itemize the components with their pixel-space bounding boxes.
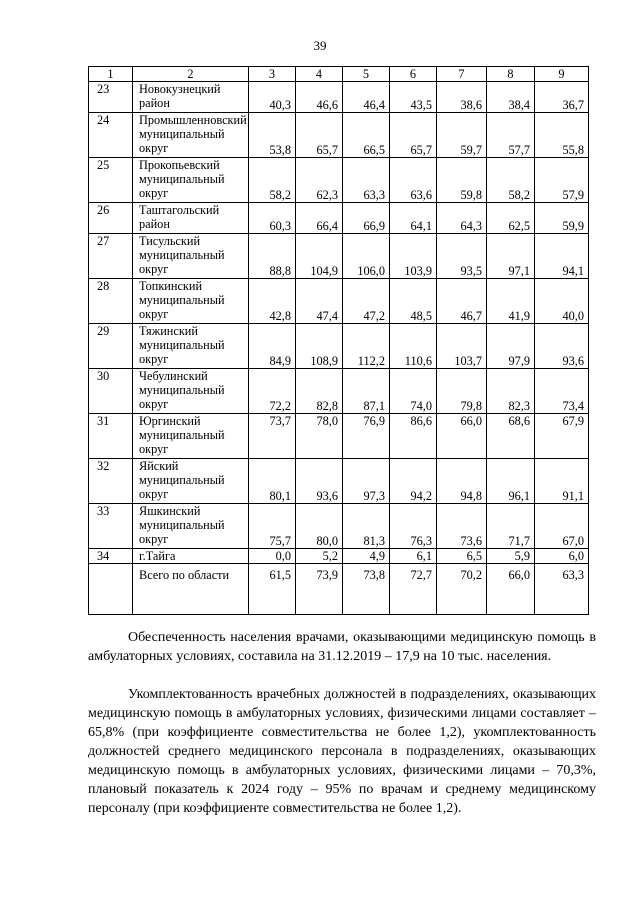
value-cell: 94,1	[535, 234, 589, 279]
table-row	[89, 113, 589, 158]
table-row	[89, 459, 589, 504]
row-number: 24	[89, 113, 133, 158]
table-row	[89, 549, 589, 564]
value-cell: 38,6	[437, 82, 487, 113]
table-row	[89, 203, 589, 234]
total-value-cell: 73,8	[343, 564, 390, 615]
table-row	[89, 279, 589, 324]
value-cell: 42,8	[249, 279, 296, 324]
value-cell: 0,0	[249, 549, 296, 564]
territory-name: Тисульский муниципальный округ	[133, 234, 249, 279]
value-cell: 73,7	[249, 414, 296, 459]
page-number: 39	[313, 38, 327, 53]
column-header: 7	[437, 67, 487, 82]
value-cell: 41,9	[487, 279, 535, 324]
table-row	[89, 324, 589, 369]
value-cell: 76,3	[390, 504, 437, 549]
value-cell: 97,1	[487, 234, 535, 279]
value-cell: 67,9	[535, 414, 589, 459]
value-cell: 80,1	[249, 459, 296, 504]
column-header: 9	[535, 67, 589, 82]
row-number: 33	[89, 504, 133, 549]
value-cell: 94,2	[390, 459, 437, 504]
value-cell: 74,0	[390, 369, 437, 414]
value-cell: 40,0	[535, 279, 589, 324]
table-row	[89, 504, 589, 549]
value-cell: 6,0	[535, 549, 589, 564]
value-cell: 93,5	[437, 234, 487, 279]
value-cell: 72,2	[249, 369, 296, 414]
value-cell: 106,0	[343, 234, 390, 279]
value-cell: 43,5	[390, 82, 437, 113]
value-cell: 103,7	[437, 324, 487, 369]
value-cell: 71,7	[487, 504, 535, 549]
value-cell: 38,4	[487, 82, 535, 113]
value-cell: 82,3	[487, 369, 535, 414]
paragraph-doctors-provision: Обеспеченность населения врачами, оказывающими медицинскую помощь в амбулаторных условиях, составила на 31.12.2019 – 17,9 на 10 тыс. населения.	[88, 630, 596, 664]
value-cell: 78,0	[296, 414, 343, 459]
value-cell: 97,9	[487, 324, 535, 369]
territory-name: г.Тайга	[133, 549, 249, 564]
total-value-cell: 63,3	[535, 564, 589, 615]
value-cell: 58,2	[249, 158, 296, 203]
value-cell: 63,3	[343, 158, 390, 203]
value-cell: 94,8	[437, 459, 487, 504]
total-value-cell: 66,0	[487, 564, 535, 615]
value-cell: 91,1	[535, 459, 589, 504]
table-row	[89, 414, 589, 459]
row-number: 32	[89, 459, 133, 504]
value-cell: 62,3	[296, 158, 343, 203]
row-number-empty	[89, 564, 133, 615]
column-header: 1	[89, 67, 133, 82]
value-cell: 84,9	[249, 324, 296, 369]
value-cell: 46,7	[437, 279, 487, 324]
value-cell: 108,9	[296, 324, 343, 369]
territory-name: Топкинский муниципальный округ	[133, 279, 249, 324]
row-number: 25	[89, 158, 133, 203]
value-cell: 62,5	[487, 203, 535, 234]
value-cell: 66,5	[343, 113, 390, 158]
value-cell: 112,2	[343, 324, 390, 369]
value-cell: 55,8	[535, 113, 589, 158]
table-total-row	[89, 564, 589, 615]
value-cell: 66,4	[296, 203, 343, 234]
value-cell: 65,7	[296, 113, 343, 158]
value-cell: 86,6	[390, 414, 437, 459]
value-cell: 5,2	[296, 549, 343, 564]
value-cell: 73,6	[437, 504, 487, 549]
column-header: 8	[487, 67, 535, 82]
value-cell: 110,6	[390, 324, 437, 369]
table-row	[89, 369, 589, 414]
value-cell: 59,9	[535, 203, 589, 234]
table-row	[89, 158, 589, 203]
statistics-table	[88, 66, 589, 615]
total-value-cell: 70,2	[437, 564, 487, 615]
value-cell: 88,8	[249, 234, 296, 279]
value-cell: 104,9	[296, 234, 343, 279]
row-number: 26	[89, 203, 133, 234]
value-cell: 59,8	[437, 158, 487, 203]
column-header: 6	[390, 67, 437, 82]
column-header: 5	[343, 67, 390, 82]
value-cell: 65,7	[390, 113, 437, 158]
territory-name: Яйский муниципальный округ	[133, 459, 249, 504]
value-cell: 66,9	[343, 203, 390, 234]
row-number: 28	[89, 279, 133, 324]
value-cell: 40,3	[249, 82, 296, 113]
row-number: 27	[89, 234, 133, 279]
territory-name: Тяжинский муниципальный округ	[133, 324, 249, 369]
value-cell: 46,4	[343, 82, 390, 113]
value-cell: 87,1	[343, 369, 390, 414]
value-cell: 66,0	[437, 414, 487, 459]
value-cell: 36,7	[535, 82, 589, 113]
value-cell: 81,3	[343, 504, 390, 549]
value-cell: 93,6	[296, 459, 343, 504]
value-cell: 58,2	[487, 158, 535, 203]
territory-name: Юргинский муниципальный округ	[133, 414, 249, 459]
value-cell: 4,9	[343, 549, 390, 564]
value-cell: 80,0	[296, 504, 343, 549]
value-cell: 63,6	[390, 158, 437, 203]
column-header: 4	[296, 67, 343, 82]
value-cell: 97,3	[343, 459, 390, 504]
total-value-cell: 72,7	[390, 564, 437, 615]
column-header: 3	[249, 67, 296, 82]
value-cell: 47,4	[296, 279, 343, 324]
value-cell: 96,1	[487, 459, 535, 504]
value-cell: 79,8	[437, 369, 487, 414]
value-cell: 5,9	[487, 549, 535, 564]
value-cell: 6,1	[390, 549, 437, 564]
territory-name: Промышленновский муниципальный округ	[133, 113, 249, 158]
value-cell: 75,7	[249, 504, 296, 549]
total-value-cell: 73,9	[296, 564, 343, 615]
row-number: 29	[89, 324, 133, 369]
territory-name: Новокузнецкий район	[133, 82, 249, 113]
value-cell: 68,6	[487, 414, 535, 459]
value-cell: 67,0	[535, 504, 589, 549]
value-cell: 93,6	[535, 324, 589, 369]
row-number: 34	[89, 549, 133, 564]
value-cell: 82,8	[296, 369, 343, 414]
value-cell: 76,9	[343, 414, 390, 459]
value-cell: 57,7	[487, 113, 535, 158]
table-header-row	[89, 67, 589, 82]
value-cell: 57,9	[535, 158, 589, 203]
value-cell: 59,7	[437, 113, 487, 158]
value-cell: 64,1	[390, 203, 437, 234]
value-cell: 73,4	[535, 369, 589, 414]
value-cell: 6,5	[437, 549, 487, 564]
row-number: 23	[89, 82, 133, 113]
row-number: 31	[89, 414, 133, 459]
territory-name: Таштагольский район	[133, 203, 249, 234]
value-cell: 64,3	[437, 203, 487, 234]
paragraph-staffing: Укомплектованность врачебных должностей в подразделениях, оказывающих медицинскую помощь в амбулаторных условиях, физическими лицами составляет – 65,8% (при коэффициенте совместительства не более 1,2), укомплектованность должностей среднего медицинского персонала в подразделениях, оказывающих медицинскую помощь в амбулаторных условиях, физическими лицами – 70,3%, плановый показатель к 2024 году – 95% по врачам и среднему медицинскому персоналу (при коэффициенте совместительства не более 1,2).	[88, 687, 596, 816]
value-cell: 103,9	[390, 234, 437, 279]
value-cell: 48,5	[390, 279, 437, 324]
column-header: 2	[133, 67, 249, 82]
table-row	[89, 82, 589, 113]
territory-name: Яшкинский муниципальный округ	[133, 504, 249, 549]
total-value-cell: 61,5	[249, 564, 296, 615]
total-label: Всего по области	[133, 564, 249, 615]
value-cell: 46,6	[296, 82, 343, 113]
row-number: 30	[89, 369, 133, 414]
value-cell: 47,2	[343, 279, 390, 324]
value-cell: 60,3	[249, 203, 296, 234]
territory-name: Прокопьевский муниципальный округ	[133, 158, 249, 203]
territory-name: Чебулинский муниципальный округ	[133, 369, 249, 414]
table-row	[89, 234, 589, 279]
value-cell: 53,8	[249, 113, 296, 158]
